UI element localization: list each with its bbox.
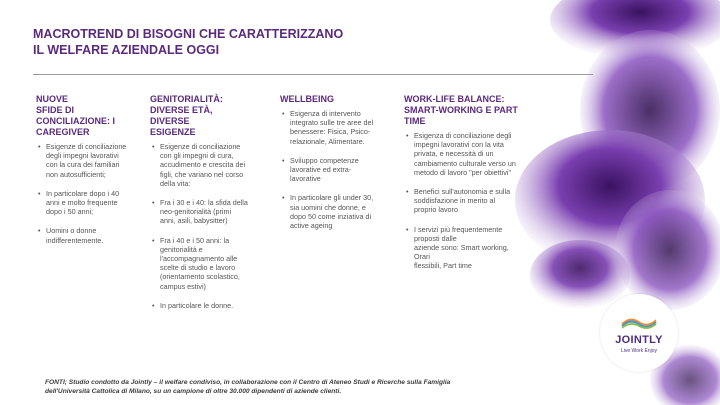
list-item: • Sviluppo competenze lavorative ed extra- lavorative — [280, 156, 396, 184]
list-item: • Uomini o donne indifferentemente. — [36, 226, 144, 244]
bullet-list — [404, 131, 540, 271]
wave-logo-icon — [620, 316, 658, 330]
title-divider — [33, 74, 593, 75]
sources-footnote — [45, 378, 485, 396]
logo-tagline: Live Work Enjoy — [620, 348, 658, 354]
column-heading: NUOVE SFIDE DI CONCILIAZIONE: I CAREGIVER — [36, 94, 115, 137]
column-heading: GENITORIALITÀ: DIVERSE ETÀ, DIVERSE ESIGENZE — [150, 94, 223, 137]
list-item: • In particolare gli under 30, sia uomini che donne, e dopo 50 come inziativa di active ageing — [280, 193, 396, 230]
list-item: • Esigenza di conciliazione degli impegni lavorativi con la vita privata, e necessità di un cambiamento culturale verso un metodo di lavoro "per obiettivi" — [404, 131, 540, 177]
list-item: • I servizi più frequentemente proposti dalle aziende sono: Smart working, Orari flessibili, Part time — [404, 225, 540, 271]
bullet-list — [280, 109, 396, 230]
sources-line-1: FONTI; Studio condotto da Jointly – il welfare condiviso, in collaborazione con il Centro di Ateneo Studi e Ricerche sulla Famiglia — [45, 379, 451, 386]
page-title — [33, 26, 453, 58]
list-item: • Benefici sull'autonomia e sulla soddisfazione in merito al proprio lavoro — [404, 187, 540, 215]
title-line-1: MACROTREND DI BISOGNI CHE CARATTERIZZANO — [33, 27, 344, 41]
column-caregiver — [36, 94, 144, 255]
sources-line-2: dell'Università Cattolica di Milano, su un campione di oltre 30.000 dipendenti di aziende clienti. — [45, 388, 342, 395]
title-line-2: IL WELFARE AZIENDALE OGGI — [33, 43, 220, 57]
list-item: • Esigenza di intervento integrato sulle tre aree del benessere: Fisica, Psico- relazionale, Alimentare. — [280, 109, 396, 146]
list-item: • Esigenze di conciliazione con gli impegni di cura, accudimento e crescita dei figli, che variano nel corso della vita: — [150, 142, 268, 188]
logo-wordmark: JOINTLY — [615, 334, 663, 346]
list-item: • In particolare le donne. — [150, 301, 268, 310]
list-item: • Fra i 40 e i 50 anni: la genitorialità e l'accompagnamento alle scelte di studio e lavoro (orientamento scolastico, campus estivi) — [150, 236, 268, 291]
list-item: • Fra i 30 e i 40: la sfida della neo-genitorialità (primi anni, asili, babysitter) — [150, 198, 268, 226]
bullet-list — [36, 142, 144, 245]
bullet-list — [150, 142, 268, 310]
list-item: • In particolare dopo i 40 anni e molto frequente dopo i 50 anni; — [36, 189, 144, 217]
column-heading: WELLBEING — [280, 94, 334, 104]
column-heading: WORK-LIFE BALANCE: SMART-WORKING E PART TIME — [404, 94, 518, 126]
jointly-logo — [600, 294, 678, 372]
list-item: • Esigenze di conciliazione degli impegni lavorativi con la cura dei familiari non autosufficienti; — [36, 142, 144, 179]
column-wellbeing — [280, 94, 396, 240]
column-work-life-balance — [404, 94, 540, 281]
column-genitorialita — [150, 94, 268, 320]
